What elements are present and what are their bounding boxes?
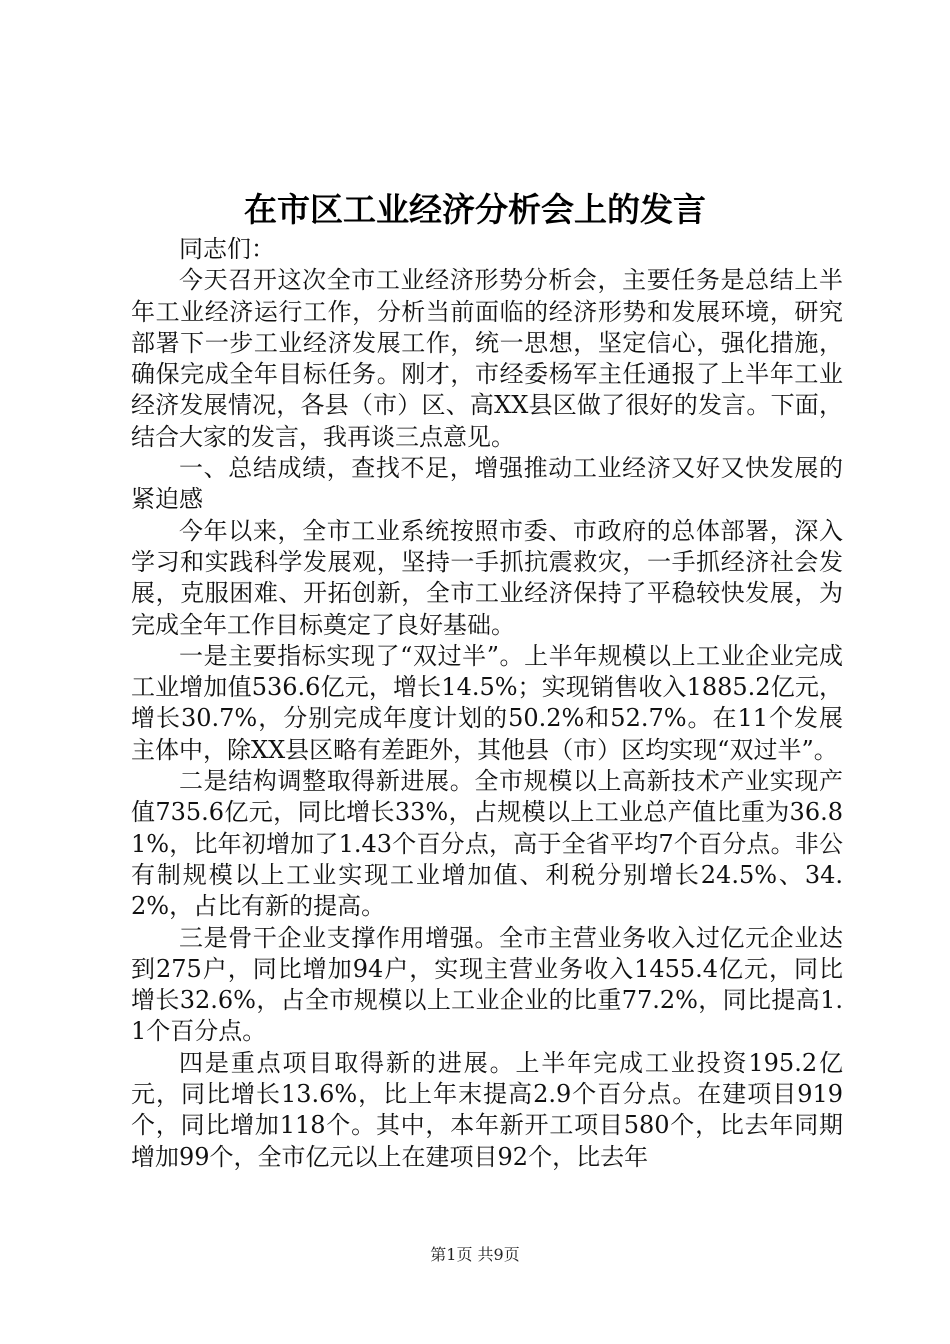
paragraph-point-2: 二是结构调整取得新进展。全市规模以上高新技术产业实现产值735.6亿元，同比增长33%，占规模以上工业总产值比重为36.81%，比年初增加了1.43个百分点，高于全省平均7个百分点。非公有制规模以上工业实现工业增加值、利税分别增长24.5%、34.2%，占比有新的提高。 <box>131 767 843 921</box>
document-title: 在市区工业经济分析会上的发言 <box>244 190 706 229</box>
document-body <box>131 234 843 1173</box>
salutation: 同志们： <box>179 235 275 263</box>
page-footer: 第1页 共9页 <box>430 1245 520 1264</box>
paragraph-point-4: 四是重点项目取得新的进展。上半年完成工业投资195.2亿元，同比增长13.6%，比上年末提高2.9个百分点。在建项目919个，同比增加118个。其中，本年新开工项目580个，比去年同期增加99个，全市亿元以上在建项目92个，比去年 <box>131 1048 843 1171</box>
paragraph-point-3: 三是骨干企业支撑作用增强。全市主营业务收入过亿元企业达到275户，同比增加94户，实现主营业务收入1455.4亿元，同比增长32.6%，占全市规模以上工业企业的比重77.2%，同比提高1.1个百分点。 <box>131 923 843 1046</box>
section-heading-1: 一、总结成绩，查找不足，增强推动工业经济又好又快发展的紧迫感 <box>131 454 843 514</box>
paragraph-overview: 今年以来，全市工业系统按照市委、市政府的总体部署，深入学习和实践科学发展观，坚持一手抓抗震救灾，一手抓经济社会发展，克服困难、开拓创新，全市工业经济保持了平稳较快发展，为完成全年工作目标奠定了良好基础。 <box>131 516 843 639</box>
paragraph-point-1: 一是主要指标实现了“双过半”。上半年规模以上工业企业完成工业增加值536.6亿元，增长14.5%；实现销售收入1885.2亿元，增长30.7%，分别完成年度计划的50.2%和52.7%。在11个发展主体中，除XX县区略有差距外，其他县（市）区均实现“双过半”。 <box>131 641 843 764</box>
paragraph-intro: 今天召开这次全市工业经济形势分析会，主要任务是总结上半年工业经济运行工作，分析当前面临的经济形势和发展环境，研究部署下一步工业经济发展工作，统一思想，坚定信心，强化措施，确保完成全年目标任务。刚才，市经委杨军主任通报了上半年工业经济发展情况，各县（市）区、高XX县区做了很好的发言。下面，结合大家的发言，我再谈三点意见。 <box>131 266 843 451</box>
